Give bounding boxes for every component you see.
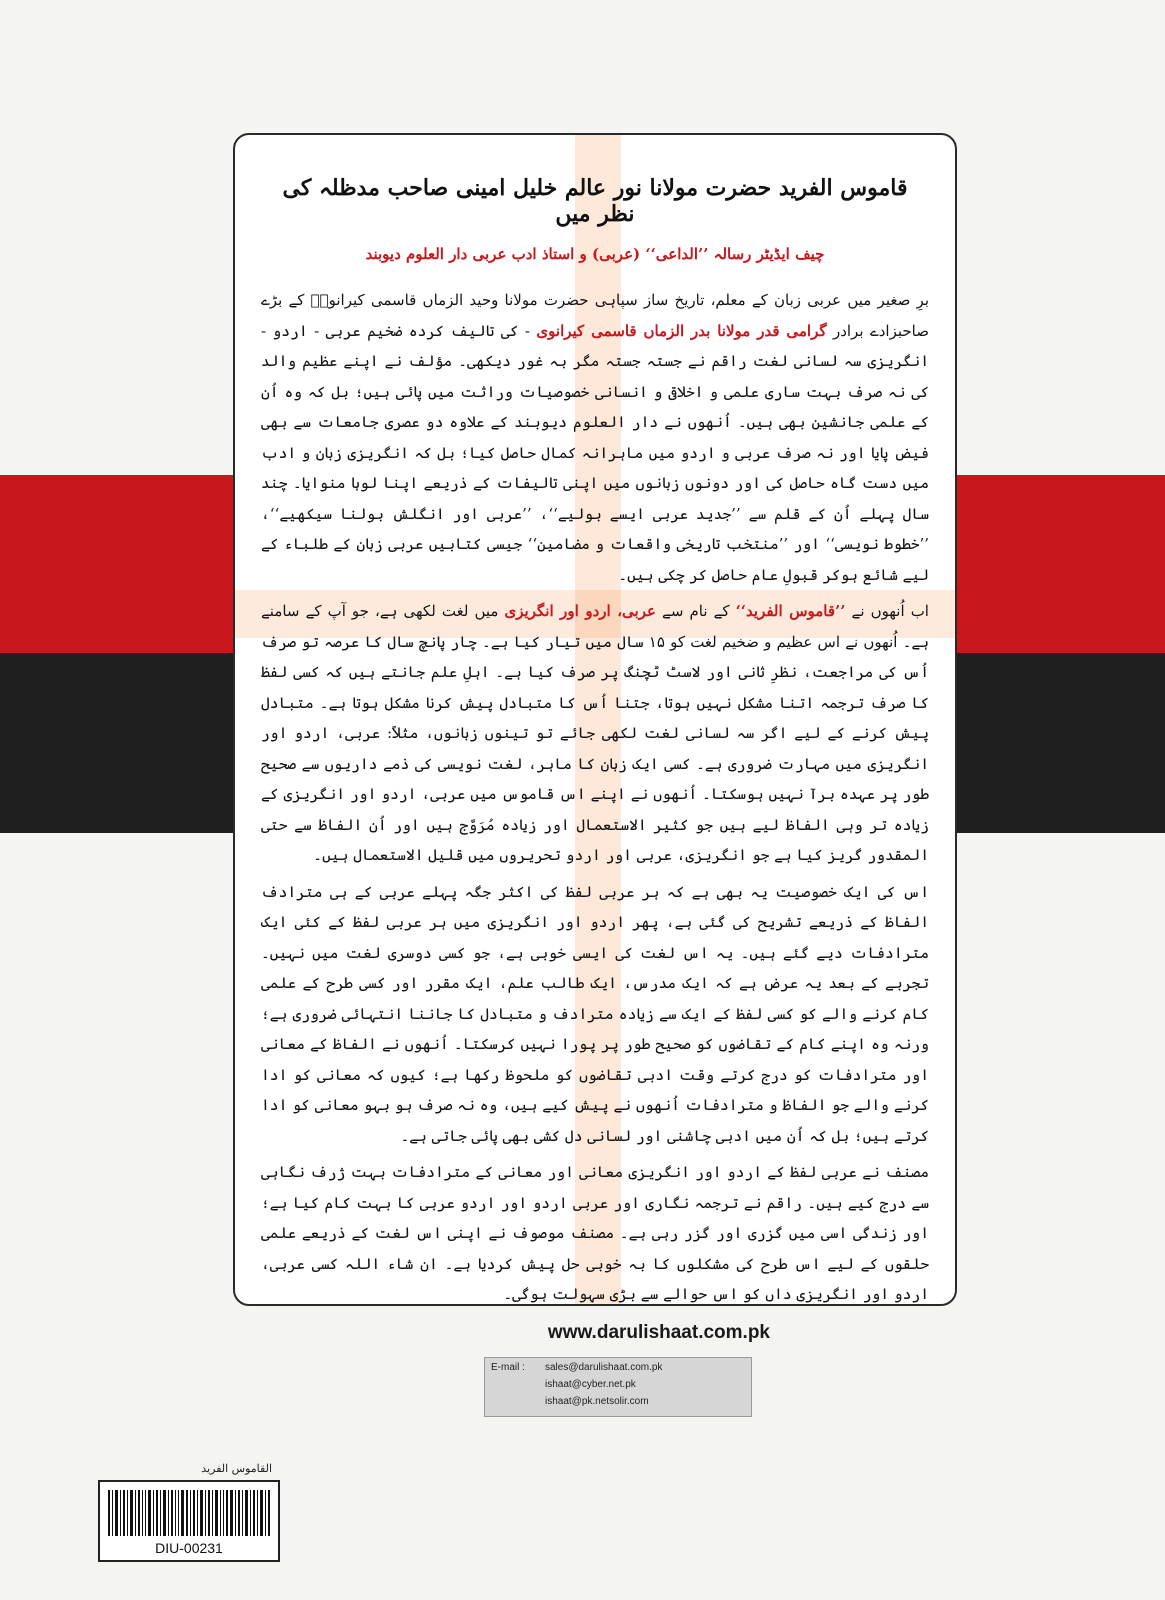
paragraph-text: - کی تالیف کردہ ضخیم عربی - اردو - انگریزی سہ لسانی لغت راقم نے جستہ جستہ مگر بہ غور دیکھی۔ مؤلف نے اپنے عظیم والد کی نہ صرف بہت ساری علمی و اخلاقی و انسانی خصوصیات وراثت میں پائی ہیں؛ بل کہ وہ اُن کے علمی جانشین بھی ہیں۔ اُنھوں نے دار العلوم دیوبند کے علاوہ دو عصری جامعات سے بھی فیض پایا اور نہ صرف عربی و اردو میں ماہرانہ کمال حاصل کیا؛ بل کہ انگریزی زبان و ادب میں دست گاہ حاصل کی اور دونوں زبانوں میں اپنی تالیفات کے ذریعے اپنا لوہا منوایا۔ چند سال پہلے اُن کے قلم سے ’’جدید عربی ایسے بولیے‘‘، ’’عربی اور انگلش بولنا سیکھیے‘‘، ’’خطوط نویسی‘‘ اور ’’منتخب تاریخی واقعات و مضامین‘‘ جیسی کتابیں عربی زبان کے طلباء کے لیے شائع ہوکر قبولِ عام حاصل کر چکی ہیں۔: [261, 321, 929, 584]
review-panel: [233, 133, 957, 1306]
email-address[interactable]: ishaat@pk.netsolir.com: [545, 1396, 649, 1407]
book-label: القاموس الفرید: [201, 1462, 272, 1475]
paragraph-3: اس کی ایک خصوصیت یہ بھی ہے کہ ہر عربی لفظ کی اکثر جگہ پہلے عربی کے ہی مترادف الفاظ کے ذریعے تشریح کی گئی ہے، پھر اردو اور انگریزی میں ہر عربی لفظ کے کئی ایک مترادفات دیے گئے ہیں۔ یہ اس لغت کی ایسی خوبی ہے، جو کسی دوسری لغت میں نہیں۔ تجربے کے بعد یہ عرض ہے کہ ایک مدرس، ایک طالب علم، ایک مقرر اور کسی طرح کے علمی کام کرنے والے کو کسی لفظ کے ایک سے زیادہ مترادف و متبادل کا جاننا انتہائی ضروری ہے؛ ورنہ وہ اپنے کام کے تقاضوں کو صحیح طور پر پورا نہیں کرسکتا۔ اُنھوں نے الفاظ کے معانی اور مترادفات کو درج کرتے وقت ادبی تقاضوں کو ملحوظ رکھا ہے؛ کیوں کہ معانی کو ادا کرنے والے جو الفاظ و مترادفات اُنھوں نے پیش کیے ہیں، وہ نہ صرف ہو بہو معانی کو ادا کرتے ہیں؛ بل کہ اُن میں ادبی چاشنی اور لسانی دل کشی بھی پائی جاتی ہے۔: [261, 882, 929, 1145]
email-box: [484, 1357, 752, 1417]
barcode-icon: [108, 1490, 270, 1536]
paragraph-text: برِ صغیر میں عربی زبان کے معلم، تاریخ ساز سپاہی حضرت مولانا وحید الزماں قاسمی کیرانویؒ کے بڑے صاحبزادے برادر: [261, 291, 929, 340]
highlighted-languages: عربی، اردو اور انگریزی: [504, 602, 656, 620]
paragraph-2: [261, 596, 929, 871]
paragraph-text: اب اُنھوں نے: [845, 602, 929, 620]
paragraph-text: میں لغت لکھی ہے، جو آپ کے سامنے ہے۔ اُنھوں نے اس عظیم و ضخیم لغت کو ۱۵ سال میں تیار کیا ہے۔ چار پانچ سال کا عرصہ تو صرف اُس کی مراجعت، نظرِ ثانی اور لاسٹ ٹچنگ پر صرف کیا ہے۔ اہلِ علم جانتے ہیں کہ کسی لفظ کا صرف ترجمہ اتنا مشکل نہیں ہوتا، جتنا اُس کا متبادل پیش کرنا مشکل ہوتا ہے۔ متبادل پیش کرنے کے لیے اگر سہ لسانی لغت لکھی جائے تو تینوں زبانوں، مثلاً: عربی، اردو اور انگریزی میں مہارت ضروری ہے۔ کسی ایک زبان کا ماہر، لغت نویسی کی ذمے داریوں سے صحیح طور پر عہدہ برآ نہیں ہوسکتا۔ اُنھوں نے اپنے اس قاموس میں عربی، اردو اور انگریزی کے زیادہ تر وہی الفاظ لیے ہیں جو کثیر الاستعمال اور زیادہ مُرَوَّج ہیں اور اُن الفاظ سے حتی المقدور گریز کیا ہے جو انگریزی، عربی اور اردو تحریروں میں قلیل الاستعمال ہیں۔: [261, 602, 929, 864]
email-address[interactable]: ishaat@cyber.net.pk: [545, 1379, 636, 1390]
paragraph-text: کے نام سے: [655, 602, 736, 620]
email-label: E-mail :: [491, 1362, 525, 1373]
barcode-sticker: [98, 1480, 280, 1562]
highlighted-name: گرامی قدر مولانا بدر الزماں قاسمی کیرانوی: [536, 321, 827, 340]
paragraph-4: مصنف نے عربی لفظ کے اردو اور انگریزی معانی اور معانی کے مترادفات بہت ژرف نگاہی سے درج کیے ہیں۔ راقم نے ترجمہ نگاری اور عربی اردو اور اردو عربی کا بہت کام کیا ہے؛ اور زندگی اسی میں گزری اور گزر رہی ہے۔ مصنف موصوف نے اپنی اس لغت کے ذریعے علمی حلقوں کے لیے اس طرح کی مشکلوں کا بہ خوبی حل پیش کردیا ہے۔ ان شاء اللہ کسی عربی، اردو اور انگریزی داں کو اس حوالے سے بڑی سہولت ہوگی۔: [261, 1163, 929, 1303]
barcode-number: DIU-00231: [155, 1540, 223, 1556]
panel-title: قاموس الفرید حضرت مولانا نور عالم خلیل امینی صاحب مدظلہ کی نظر میں: [282, 175, 908, 227]
paragraph-1: [261, 285, 929, 590]
highlighted-book-name: ’’قاموس الفرید‘‘: [735, 602, 846, 620]
website-url[interactable]: www.darulishaat.com.pk: [547, 1322, 770, 1343]
panel-subtitle: چیف ایڈیٹر رسالہ ’’الداعی‘‘ (عربی) و استاذ ادب عربی دار العلوم دیوبند: [365, 245, 825, 263]
panel-content: [235, 135, 955, 1306]
email-address[interactable]: sales@darulishaat.com.pk: [545, 1362, 663, 1373]
